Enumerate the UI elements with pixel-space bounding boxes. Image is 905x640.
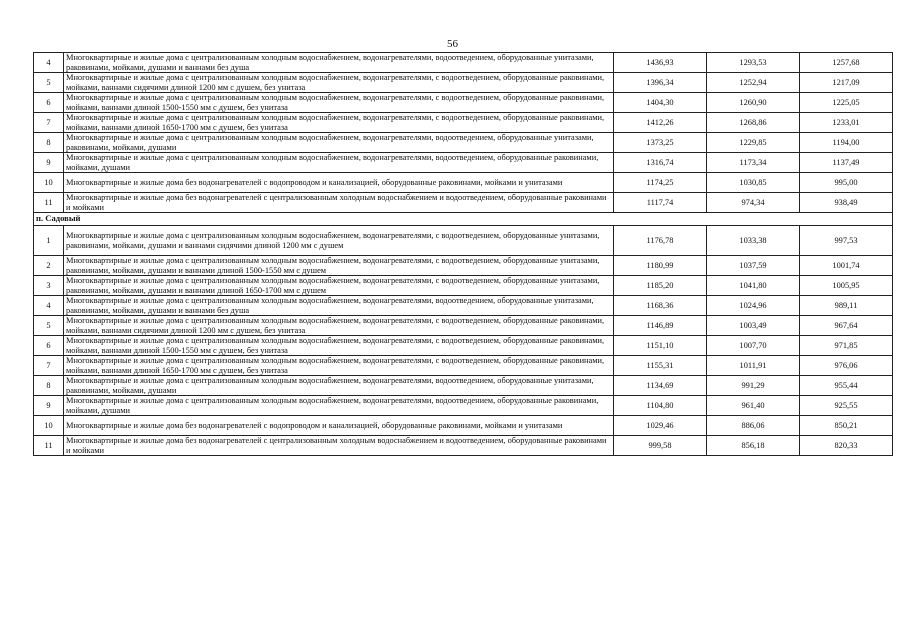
tariff-value-1: 1412,26 bbox=[614, 113, 707, 133]
row-description: Многоквартирные и жилые дома с централизованным холодным водоснабжением, водонагревателями, водоотведением, оборудованные унитазами, раковинами, мойками, душами и ваннами без душа bbox=[64, 53, 614, 73]
row-number: 9 bbox=[34, 396, 64, 416]
row-description: Многоквартирные и жилые дома с централизованным холодным водоснабжением, водонагревателями, с водоотведением, оборудованные раковинами, мойками, ваннами длиной 1650-1700 мм с душем, без унитаза bbox=[64, 356, 614, 376]
table-row bbox=[34, 396, 893, 416]
tariff-value-1: 1146,89 bbox=[614, 316, 707, 336]
row-description: Многоквартирные и жилые дома с централизованным холодным водоснабжением, водонагревателями, с водоотведением, оборудованные унитазами, раковинами, мойками, душами и ваннами длиной 1500-1550 мм с душем bbox=[64, 256, 614, 276]
row-number: 10 bbox=[34, 416, 64, 436]
tariff-value-1: 1029,46 bbox=[614, 416, 707, 436]
table-row bbox=[34, 296, 893, 316]
tariff-value-3: 850,21 bbox=[800, 416, 893, 436]
table-row bbox=[34, 226, 893, 256]
row-description: Многоквартирные и жилые дома с централизованным холодным водоснабжением, водонагревателями, с водоотведением, оборудованные унитазами, раковинами, мойками, душами и ваннами сидячими длиной 1200 мм с душем bbox=[64, 226, 614, 256]
row-number: 7 bbox=[34, 356, 64, 376]
table-row bbox=[34, 93, 893, 113]
tariff-value-2: 1033,38 bbox=[707, 226, 800, 256]
table-row bbox=[34, 153, 893, 173]
table-row bbox=[34, 53, 893, 73]
section-title: п. Садовый bbox=[34, 213, 893, 226]
tariff-value-1: 1176,78 bbox=[614, 226, 707, 256]
table-row bbox=[34, 336, 893, 356]
table-row bbox=[34, 256, 893, 276]
tariff-value-2: 1007,70 bbox=[707, 336, 800, 356]
row-description: Многоквартирные и жилые дома с централизованным холодным водоснабжением, водонагревателями, водоотведением, оборудованные унитазами, раковинами, мойками, душами и ваннами без душа bbox=[64, 296, 614, 316]
row-description: Многоквартирные и жилые дома с централизованным холодным водоснабжением, водонагревателями, с водоотведением, оборудованные раковинами, мойками, ваннами сидячими длиной 1200 мм с душем, без унитаза bbox=[64, 316, 614, 336]
tariff-value-2: 1268,86 bbox=[707, 113, 800, 133]
tariff-value-2: 886,06 bbox=[707, 416, 800, 436]
table-row bbox=[34, 436, 893, 456]
tariff-value-3: 997,53 bbox=[800, 226, 893, 256]
tariff-value-1: 1151,10 bbox=[614, 336, 707, 356]
tariff-value-1: 1168,36 bbox=[614, 296, 707, 316]
tariff-value-1: 1373,25 bbox=[614, 133, 707, 153]
tariff-value-1: 1155,31 bbox=[614, 356, 707, 376]
tariff-value-2: 1173,34 bbox=[707, 153, 800, 173]
tariff-value-2: 856,18 bbox=[707, 436, 800, 456]
row-number: 5 bbox=[34, 316, 64, 336]
tariff-value-3: 1233,01 bbox=[800, 113, 893, 133]
tariff-value-3: 995,00 bbox=[800, 173, 893, 193]
tariff-value-1: 1180,99 bbox=[614, 256, 707, 276]
tariff-value-3: 938,49 bbox=[800, 193, 893, 213]
row-number: 8 bbox=[34, 376, 64, 396]
row-description: Многоквартирные и жилые дома без водонагревателей с централизованным холодным водоснабжением и водоотведением, оборудованные раковинами и мойками bbox=[64, 193, 614, 213]
section-header-row bbox=[34, 213, 893, 226]
table-row bbox=[34, 356, 893, 376]
row-number: 11 bbox=[34, 193, 64, 213]
row-description: Многоквартирные и жилые дома без водонагревателей с водопроводом и канализацией, оборудованные раковинами, мойками и унитазами bbox=[64, 173, 614, 193]
tariff-value-2: 1003,49 bbox=[707, 316, 800, 336]
row-number: 6 bbox=[34, 336, 64, 356]
tariff-value-2: 1260,90 bbox=[707, 93, 800, 113]
tariff-value-1: 1174,25 bbox=[614, 173, 707, 193]
row-description: Многоквартирные и жилые дома с централизованным холодным водоснабжением, водонагревателями, водоотведением, оборудованные унитазами, раковинами, мойками, душами bbox=[64, 133, 614, 153]
row-description: Многоквартирные и жилые дома с централизованным холодным водоснабжением, водонагревателями, с водоотведением, оборудованные раковинами, мойками, ваннами длиной 1500-1550 мм с душем, без унитаза bbox=[64, 93, 614, 113]
row-description: Многоквартирные и жилые дома с централизованным холодным водоснабжением, водонагревателями, водоотведением, оборудованные унитазами, раковинами, мойками, душами bbox=[64, 376, 614, 396]
tariff-value-3: 955,44 bbox=[800, 376, 893, 396]
tariff-value-3: 925,55 bbox=[800, 396, 893, 416]
table-row bbox=[34, 193, 893, 213]
row-number: 7 bbox=[34, 113, 64, 133]
tariff-value-2: 991,29 bbox=[707, 376, 800, 396]
table-row bbox=[34, 376, 893, 396]
tariff-value-1: 1436,93 bbox=[614, 53, 707, 73]
table-row bbox=[34, 416, 893, 436]
tariff-value-2: 1229,85 bbox=[707, 133, 800, 153]
tariff-value-3: 1005,95 bbox=[800, 276, 893, 296]
tariff-value-1: 1134,69 bbox=[614, 376, 707, 396]
tariff-value-3: 976,06 bbox=[800, 356, 893, 376]
tariff-value-1: 999,58 bbox=[614, 436, 707, 456]
table-row bbox=[34, 173, 893, 193]
table-row bbox=[34, 73, 893, 93]
row-number: 3 bbox=[34, 276, 64, 296]
page-number: 56 bbox=[447, 38, 458, 50]
table-row bbox=[34, 276, 893, 296]
row-number: 4 bbox=[34, 53, 64, 73]
tariff-value-2: 1041,80 bbox=[707, 276, 800, 296]
row-description: Многоквартирные и жилые дома без водонагревателей с централизованным холодным водоснабжением и водоотведением, оборудованные раковинами и мойками bbox=[64, 436, 614, 456]
tariff-value-3: 1225,05 bbox=[800, 93, 893, 113]
row-number: 8 bbox=[34, 133, 64, 153]
tariff-value-3: 1194,00 bbox=[800, 133, 893, 153]
row-description: Многоквартирные и жилые дома с централизованным холодным водоснабжением, водонагревателями, с водоотведением, оборудованные раковинами, мойками, ваннами сидячими длиной 1200 мм с душем, без унитаза bbox=[64, 73, 614, 93]
tariff-value-2: 1024,96 bbox=[707, 296, 800, 316]
tariff-value-2: 1293,53 bbox=[707, 53, 800, 73]
tariff-value-3: 989,11 bbox=[800, 296, 893, 316]
tariff-value-3: 971,85 bbox=[800, 336, 893, 356]
tariff-value-2: 1011,91 bbox=[707, 356, 800, 376]
table-row bbox=[34, 316, 893, 336]
tariff-value-2: 1030,85 bbox=[707, 173, 800, 193]
row-description: Многоквартирные и жилые дома с централизованным холодным водоснабжением, водонагревателями, с водоотведением, оборудованные унитазами, раковинами, мойками, душами и ваннами длиной 1650-1700 мм с душем bbox=[64, 276, 614, 296]
tariff-value-3: 1257,68 bbox=[800, 53, 893, 73]
tariff-value-1: 1185,20 bbox=[614, 276, 707, 296]
tariff-value-1: 1117,74 bbox=[614, 193, 707, 213]
tariff-value-3: 820,33 bbox=[800, 436, 893, 456]
tariff-value-1: 1104,80 bbox=[614, 396, 707, 416]
tariff-value-3: 1217,09 bbox=[800, 73, 893, 93]
tariff-value-1: 1404,30 bbox=[614, 93, 707, 113]
tariff-value-3: 967,64 bbox=[800, 316, 893, 336]
row-number: 5 bbox=[34, 73, 64, 93]
tariff-value-2: 974,34 bbox=[707, 193, 800, 213]
row-description: Многоквартирные и жилые дома с централизованным холодным водоснабжением, водонагревателями, с водоотведением, оборудованные раковинами, мойками, ваннами длиной 1650-1700 мм с душем, без унитаза bbox=[64, 113, 614, 133]
row-number: 4 bbox=[34, 296, 64, 316]
tariff-value-1: 1316,74 bbox=[614, 153, 707, 173]
row-description: Многоквартирные и жилые дома с централизованным холодным водоснабжением, водонагревателями, водоотведением, оборудованные раковинами, мойками, душами bbox=[64, 153, 614, 173]
row-description: Многоквартирные и жилые дома с централизованным холодным водоснабжением, водонагревателями, с водоотведением, оборудованные раковинами, мойками, ваннами длиной 1500-1550 мм с душем, без унитаза bbox=[64, 336, 614, 356]
tariff-value-3: 1001,74 bbox=[800, 256, 893, 276]
row-number: 1 bbox=[34, 226, 64, 256]
table-row bbox=[34, 113, 893, 133]
row-number: 6 bbox=[34, 93, 64, 113]
row-description: Многоквартирные и жилые дома без водонагревателей с водопроводом и канализацией, оборудованные раковинами, мойками и унитазами bbox=[64, 416, 614, 436]
table-row bbox=[34, 133, 893, 153]
row-number: 11 bbox=[34, 436, 64, 456]
row-number: 9 bbox=[34, 153, 64, 173]
tariff-table bbox=[33, 52, 893, 456]
tariff-value-2: 961,40 bbox=[707, 396, 800, 416]
tariff-value-3: 1137,49 bbox=[800, 153, 893, 173]
tariff-value-2: 1037,59 bbox=[707, 256, 800, 276]
row-number: 10 bbox=[34, 173, 64, 193]
tariff-value-1: 1396,34 bbox=[614, 73, 707, 93]
row-number: 2 bbox=[34, 256, 64, 276]
row-description: Многоквартирные и жилые дома с централизованным холодным водоснабжением, водонагревателями, водоотведением, оборудованные раковинами, мойками, душами bbox=[64, 396, 614, 416]
tariff-value-2: 1252,94 bbox=[707, 73, 800, 93]
